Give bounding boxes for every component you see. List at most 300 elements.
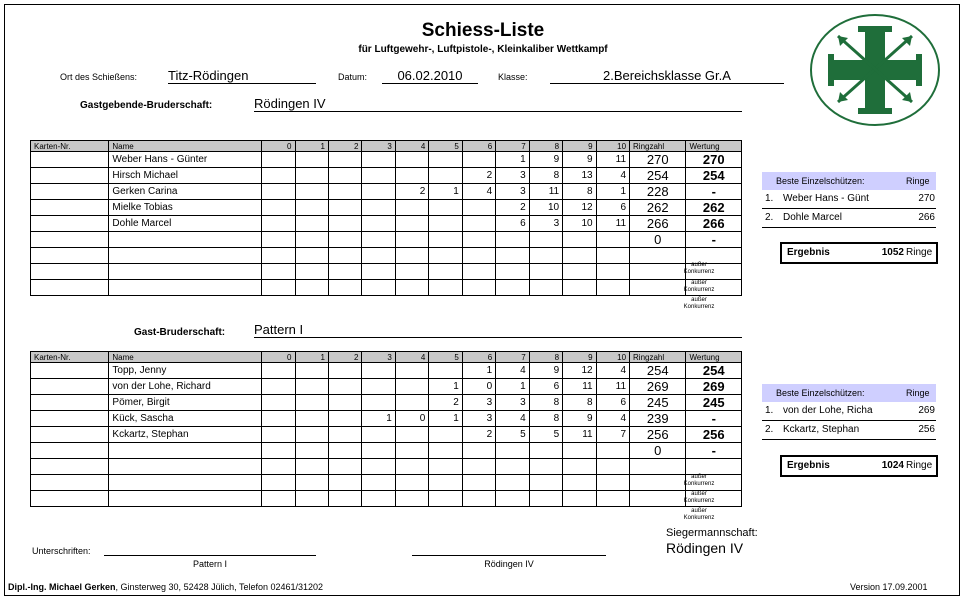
- score-cell-9[interactable]: 9: [563, 152, 596, 168]
- name-cell[interactable]: [109, 232, 262, 248]
- empty-cell[interactable]: [295, 475, 328, 491]
- table-row: [31, 168, 742, 184]
- page-subtitle: für Luftgewehr-, Luftpistole-, Kleinkaliber Wettkampf: [358, 44, 608, 55]
- empty-cell[interactable]: [395, 264, 428, 280]
- empty-cell[interactable]: [686, 459, 742, 475]
- score-cell-5[interactable]: [429, 200, 462, 216]
- score-cell-10[interactable]: 4: [596, 411, 629, 427]
- empty-cell[interactable]: [295, 248, 328, 264]
- score-cell-4[interactable]: [395, 379, 428, 395]
- name-cell[interactable]: Pömer, Birgit: [109, 395, 262, 411]
- score-cell-4[interactable]: [395, 200, 428, 216]
- col-header: 3: [362, 141, 395, 152]
- score-cell-10[interactable]: 4: [596, 168, 629, 184]
- score-cell-7[interactable]: 4: [496, 363, 529, 379]
- col-header: 7: [496, 352, 529, 363]
- empty-cell[interactable]: [31, 475, 109, 491]
- score-cell-5[interactable]: [429, 152, 462, 168]
- score-cell-6[interactable]: 3: [462, 395, 495, 411]
- score-cell-0[interactable]: [262, 232, 295, 248]
- empty-cell[interactable]: [496, 280, 529, 296]
- ausser-konkurrenz-note: außer Konkurrenz: [683, 297, 715, 310]
- table-row: [31, 443, 742, 459]
- empty-cell[interactable]: [596, 459, 629, 475]
- name-cell[interactable]: Kück, Sascha: [109, 411, 262, 427]
- score-cell-2[interactable]: [328, 379, 361, 395]
- score-cell-10[interactable]: [596, 443, 629, 459]
- datum-field[interactable]: 06.02.2010: [382, 68, 478, 84]
- table-row: [31, 216, 742, 232]
- sieger-label: Siegermannschaft:: [666, 527, 758, 539]
- signature-line-host[interactable]: [412, 555, 606, 556]
- score-cell-7[interactable]: [496, 443, 529, 459]
- empty-cell[interactable]: [262, 491, 295, 507]
- empty-cell[interactable]: [295, 491, 328, 507]
- score-cell-7[interactable]: 2: [496, 200, 529, 216]
- score-cell-9[interactable]: 11: [563, 427, 596, 443]
- name-cell[interactable]: Gerken Carina: [109, 184, 262, 200]
- empty-cell[interactable]: [262, 264, 295, 280]
- score-cell-2[interactable]: [328, 395, 361, 411]
- score-cell-2[interactable]: [328, 216, 361, 232]
- score-cell-4[interactable]: [395, 443, 428, 459]
- empty-cell[interactable]: [462, 248, 495, 264]
- score-cell-0[interactable]: [262, 200, 295, 216]
- empty-cell[interactable]: [496, 459, 529, 475]
- empty-cell[interactable]: [496, 491, 529, 507]
- score-cell-1[interactable]: [295, 232, 328, 248]
- score-cell-3[interactable]: [362, 232, 395, 248]
- empty-cell[interactable]: [429, 491, 462, 507]
- empty-cell[interactable]: [295, 459, 328, 475]
- empty-cell[interactable]: [31, 491, 109, 507]
- karten-nr-cell[interactable]: [31, 379, 109, 395]
- score-cell-0[interactable]: [262, 427, 295, 443]
- datum-label: Datum:: [338, 72, 368, 82]
- score-cell-8[interactable]: 3: [529, 216, 562, 232]
- score-cell-8[interactable]: 5: [529, 427, 562, 443]
- empty-cell[interactable]: [429, 248, 462, 264]
- score-cell-10[interactable]: [596, 232, 629, 248]
- empty-cell[interactable]: [262, 459, 295, 475]
- empty-cell[interactable]: [395, 491, 428, 507]
- score-cell-1[interactable]: [295, 168, 328, 184]
- score-cell-0[interactable]: [262, 379, 295, 395]
- karten-nr-cell[interactable]: [31, 200, 109, 216]
- name-cell[interactable]: Weber Hans - Günter: [109, 152, 262, 168]
- wertung-cell: 245: [686, 395, 742, 411]
- score-cell-2[interactable]: [328, 232, 361, 248]
- score-cell-3[interactable]: [362, 427, 395, 443]
- karten-nr-cell[interactable]: [31, 168, 109, 184]
- score-cell-2[interactable]: [328, 427, 361, 443]
- empty-cell[interactable]: [596, 475, 629, 491]
- score-cell-9[interactable]: [563, 232, 596, 248]
- empty-cell[interactable]: [496, 264, 529, 280]
- score-cell-4[interactable]: [395, 168, 428, 184]
- karten-nr-cell[interactable]: [31, 152, 109, 168]
- empty-cell[interactable]: [429, 475, 462, 491]
- empty-row: [31, 491, 742, 507]
- col-header: 6: [462, 352, 495, 363]
- empty-cell[interactable]: [262, 280, 295, 296]
- score-cell-6[interactable]: 3: [462, 411, 495, 427]
- score-cell-2[interactable]: [328, 443, 361, 459]
- best-header: Beste Einzelschützen: Ringe: [762, 172, 936, 190]
- score-cell-9[interactable]: 9: [563, 411, 596, 427]
- score-cell-7[interactable]: 3: [496, 395, 529, 411]
- score-cell-0[interactable]: [262, 363, 295, 379]
- ringzahl-cell: 254: [630, 168, 686, 184]
- empty-cell[interactable]: [295, 280, 328, 296]
- empty-cell[interactable]: [496, 475, 529, 491]
- karten-nr-cell[interactable]: [31, 184, 109, 200]
- empty-cell[interactable]: [529, 264, 562, 280]
- score-cell-9[interactable]: 13: [563, 168, 596, 184]
- score-cell-3[interactable]: [362, 395, 395, 411]
- empty-cell[interactable]: [563, 491, 596, 507]
- empty-cell[interactable]: [563, 459, 596, 475]
- col-header: Ringzahl: [630, 141, 686, 152]
- score-cell-8[interactable]: 9: [529, 152, 562, 168]
- empty-cell[interactable]: [395, 280, 428, 296]
- empty-cell[interactable]: [596, 264, 629, 280]
- wertung-cell: -: [686, 443, 742, 459]
- score-cell-7[interactable]: 6: [496, 216, 529, 232]
- score-cell-5[interactable]: [429, 443, 462, 459]
- score-cell-9[interactable]: 12: [563, 363, 596, 379]
- empty-cell[interactable]: [596, 491, 629, 507]
- table-row: [31, 200, 742, 216]
- name-cell[interactable]: Kckartz, Stephan: [109, 427, 262, 443]
- empty-row: [31, 459, 742, 475]
- col-header: 10: [596, 352, 629, 363]
- score-cell-8[interactable]: 9: [529, 363, 562, 379]
- score-cell-5[interactable]: 1: [429, 379, 462, 395]
- empty-cell[interactable]: [563, 280, 596, 296]
- score-cell-10[interactable]: 1: [596, 184, 629, 200]
- score-cell-4[interactable]: [395, 216, 428, 232]
- score-cell-9[interactable]: 11: [563, 379, 596, 395]
- score-cell-1[interactable]: [295, 411, 328, 427]
- empty-cell[interactable]: [328, 491, 361, 507]
- signature-caption-host: Rödingen IV: [484, 559, 534, 569]
- col-header: 7: [496, 141, 529, 152]
- empty-cell[interactable]: [328, 475, 361, 491]
- empty-cell[interactable]: [596, 280, 629, 296]
- score-cell-5[interactable]: 2: [429, 395, 462, 411]
- empty-cell[interactable]: [262, 248, 295, 264]
- ringzahl-cell: 269: [630, 379, 686, 395]
- empty-row: [31, 475, 742, 491]
- col-header: 5: [429, 141, 462, 152]
- empty-cell[interactable]: [529, 475, 562, 491]
- score-cell-2[interactable]: [328, 152, 361, 168]
- klasse-field[interactable]: 2.Bereichsklasse Gr.A: [550, 68, 784, 84]
- best-header: Beste Einzelschützen: Ringe: [762, 384, 936, 402]
- score-cell-10[interactable]: 4: [596, 363, 629, 379]
- score-cell-8[interactable]: [529, 232, 562, 248]
- empty-cell[interactable]: [462, 264, 495, 280]
- score-cell-4[interactable]: 0: [395, 411, 428, 427]
- score-cell-6[interactable]: 4: [462, 184, 495, 200]
- ringzahl-cell: 228: [630, 184, 686, 200]
- empty-cell[interactable]: [596, 248, 629, 264]
- karten-nr-cell[interactable]: [31, 411, 109, 427]
- host-club-field[interactable]: Rödingen IV: [254, 96, 742, 112]
- score-cell-9[interactable]: 8: [563, 184, 596, 200]
- score-cell-0[interactable]: [262, 411, 295, 427]
- score-cell-5[interactable]: [429, 427, 462, 443]
- score-cell-6[interactable]: [462, 200, 495, 216]
- score-cell-10[interactable]: 11: [596, 216, 629, 232]
- karten-nr-cell[interactable]: [31, 443, 109, 459]
- empty-cell[interactable]: [362, 264, 395, 280]
- score-cell-0[interactable]: [262, 184, 295, 200]
- col-header: 1: [295, 141, 328, 152]
- score-cell-10[interactable]: 11: [596, 379, 629, 395]
- empty-cell[interactable]: [630, 459, 686, 475]
- score-cell-2[interactable]: [328, 200, 361, 216]
- score-cell-5[interactable]: [429, 363, 462, 379]
- ringzahl-cell: 0: [630, 232, 686, 248]
- ringzahl-cell: 245: [630, 395, 686, 411]
- empty-row: [31, 280, 742, 296]
- score-cell-8[interactable]: 6: [529, 379, 562, 395]
- empty-cell[interactable]: [31, 459, 109, 475]
- score-cell-4[interactable]: 2: [395, 184, 428, 200]
- empty-cell[interactable]: [563, 475, 596, 491]
- empty-cell[interactable]: [563, 264, 596, 280]
- empty-cell[interactable]: [328, 248, 361, 264]
- score-cell-8[interactable]: 8: [529, 168, 562, 184]
- score-cell-8[interactable]: 10: [529, 200, 562, 216]
- score-cell-3[interactable]: [362, 216, 395, 232]
- empty-cell[interactable]: [31, 248, 109, 264]
- table-row: [31, 363, 742, 379]
- score-cell-1[interactable]: [295, 363, 328, 379]
- col-header: 4: [395, 352, 428, 363]
- empty-cell[interactable]: [529, 280, 562, 296]
- score-cell-2[interactable]: [328, 184, 361, 200]
- score-cell-7[interactable]: [496, 232, 529, 248]
- empty-cell[interactable]: [328, 280, 361, 296]
- score-cell-3[interactable]: [362, 363, 395, 379]
- score-cell-7[interactable]: 3: [496, 168, 529, 184]
- guest-club-field[interactable]: Pattern I: [254, 322, 742, 338]
- col-header: 8: [529, 141, 562, 152]
- score-cell-3[interactable]: [362, 379, 395, 395]
- host-rows: [31, 152, 742, 248]
- score-cell-0[interactable]: [262, 443, 295, 459]
- score-cell-3[interactable]: [362, 443, 395, 459]
- score-cell-10[interactable]: 6: [596, 200, 629, 216]
- score-cell-0[interactable]: [262, 395, 295, 411]
- score-cell-2[interactable]: [328, 168, 361, 184]
- score-cell-0[interactable]: [262, 152, 295, 168]
- score-cell-5[interactable]: [429, 216, 462, 232]
- score-cell-1[interactable]: [295, 200, 328, 216]
- score-cell-3[interactable]: [362, 200, 395, 216]
- page-title: Schiess-Liste: [421, 20, 545, 41]
- name-cell[interactable]: von der Lohe, Richard: [109, 379, 262, 395]
- empty-cell[interactable]: [362, 280, 395, 296]
- empty-cell[interactable]: [362, 475, 395, 491]
- score-cell-6[interactable]: [462, 443, 495, 459]
- score-cell-7[interactable]: 1: [496, 152, 529, 168]
- host-extra-rows: [31, 248, 742, 296]
- score-cell-4[interactable]: [395, 363, 428, 379]
- name-cell[interactable]: Topp, Jenny: [109, 363, 262, 379]
- empty-cell[interactable]: [362, 248, 395, 264]
- score-cell-3[interactable]: [362, 168, 395, 184]
- col-header: 9: [563, 352, 596, 363]
- score-cell-4[interactable]: [395, 232, 428, 248]
- score-cell-9[interactable]: [563, 443, 596, 459]
- col-header: Karten-Nr.: [31, 352, 109, 363]
- score-cell-1[interactable]: [295, 216, 328, 232]
- score-cell-0[interactable]: [262, 168, 295, 184]
- host-score-table: [30, 140, 742, 296]
- empty-cell[interactable]: [563, 248, 596, 264]
- empty-cell[interactable]: [429, 264, 462, 280]
- empty-cell[interactable]: [109, 280, 262, 296]
- score-cell-7[interactable]: 5: [496, 427, 529, 443]
- empty-cell[interactable]: [529, 491, 562, 507]
- score-cell-10[interactable]: 11: [596, 152, 629, 168]
- score-cell-0[interactable]: [262, 216, 295, 232]
- score-cell-4[interactable]: [395, 152, 428, 168]
- score-cell-5[interactable]: [429, 168, 462, 184]
- best-row: 1. von der Lohe, Richa 269: [762, 402, 936, 421]
- score-cell-5[interactable]: [429, 232, 462, 248]
- score-cell-6[interactable]: [462, 216, 495, 232]
- table-row: [31, 152, 742, 168]
- empty-cell[interactable]: [109, 475, 262, 491]
- col-header: 3: [362, 352, 395, 363]
- unterschriften-label: Unterschriften:: [32, 546, 91, 556]
- empty-cell[interactable]: [496, 248, 529, 264]
- empty-cell[interactable]: [362, 491, 395, 507]
- ringzahl-cell: 262: [630, 200, 686, 216]
- score-cell-5[interactable]: 1: [429, 411, 462, 427]
- karten-nr-cell[interactable]: [31, 232, 109, 248]
- empty-cell[interactable]: [462, 459, 495, 475]
- score-cell-4[interactable]: [395, 427, 428, 443]
- score-cell-1[interactable]: [295, 184, 328, 200]
- score-cell-6[interactable]: 1: [462, 363, 495, 379]
- empty-cell[interactable]: [462, 491, 495, 507]
- empty-cell[interactable]: [529, 248, 562, 264]
- empty-cell[interactable]: [109, 264, 262, 280]
- ringzahl-cell: 239: [630, 411, 686, 427]
- score-cell-9[interactable]: 8: [563, 395, 596, 411]
- score-cell-1[interactable]: [295, 427, 328, 443]
- empty-cell[interactable]: [109, 459, 262, 475]
- empty-cell[interactable]: [328, 264, 361, 280]
- signature-line-guest[interactable]: [104, 555, 316, 556]
- score-cell-7[interactable]: 3: [496, 184, 529, 200]
- empty-cell[interactable]: [529, 459, 562, 475]
- wertung-cell: 262: [686, 200, 742, 216]
- score-cell-8[interactable]: 8: [529, 395, 562, 411]
- score-cell-8[interactable]: 11: [529, 184, 562, 200]
- karten-nr-cell[interactable]: [31, 427, 109, 443]
- empty-cell[interactable]: [429, 280, 462, 296]
- score-cell-6[interactable]: 2: [462, 427, 495, 443]
- score-cell-6[interactable]: 0: [462, 379, 495, 395]
- col-header: 2: [328, 352, 361, 363]
- empty-cell[interactable]: [31, 264, 109, 280]
- empty-cell[interactable]: [395, 475, 428, 491]
- ort-field[interactable]: Titz-Rödingen: [168, 68, 316, 84]
- table-row: [31, 427, 742, 443]
- empty-cell[interactable]: [262, 475, 295, 491]
- score-cell-4[interactable]: [395, 395, 428, 411]
- empty-cell[interactable]: [295, 264, 328, 280]
- score-cell-8[interactable]: [529, 443, 562, 459]
- score-cell-2[interactable]: [328, 411, 361, 427]
- empty-cell[interactable]: [109, 248, 262, 264]
- karten-nr-cell[interactable]: [31, 395, 109, 411]
- score-cell-1[interactable]: [295, 152, 328, 168]
- score-cell-2[interactable]: [328, 363, 361, 379]
- empty-cell[interactable]: [362, 459, 395, 475]
- score-cell-6[interactable]: [462, 152, 495, 168]
- col-header: 0: [262, 352, 295, 363]
- score-cell-9[interactable]: 12: [563, 200, 596, 216]
- name-cell[interactable]: [109, 443, 262, 459]
- score-cell-1[interactable]: [295, 443, 328, 459]
- score-cell-1[interactable]: [295, 379, 328, 395]
- ausser-konkurrenz-note: außer Konkurrenz: [683, 508, 715, 521]
- score-cell-3[interactable]: [362, 184, 395, 200]
- score-cell-7[interactable]: 4: [496, 411, 529, 427]
- empty-cell[interactable]: [31, 280, 109, 296]
- empty-cell[interactable]: [462, 280, 495, 296]
- name-cell[interactable]: Dohle Marcel: [109, 216, 262, 232]
- wertung-cell: -: [686, 184, 742, 200]
- empty-cell[interactable]: [395, 248, 428, 264]
- score-cell-10[interactable]: 6: [596, 395, 629, 411]
- score-cell-6[interactable]: [462, 232, 495, 248]
- empty-cell[interactable]: [429, 459, 462, 475]
- name-cell[interactable]: Hirsch Michael: [109, 168, 262, 184]
- name-cell[interactable]: Mielke Tobias: [109, 200, 262, 216]
- empty-cell[interactable]: [462, 475, 495, 491]
- table-header-row: [31, 141, 742, 152]
- score-cell-10[interactable]: 7: [596, 427, 629, 443]
- score-cell-3[interactable]: [362, 152, 395, 168]
- col-header: Karten-Nr.: [31, 141, 109, 152]
- score-cell-5[interactable]: 1: [429, 184, 462, 200]
- karten-nr-cell[interactable]: [31, 363, 109, 379]
- empty-cell[interactable]: [109, 491, 262, 507]
- score-cell-3[interactable]: 1: [362, 411, 395, 427]
- host-best-shooters: [762, 172, 936, 228]
- empty-cell[interactable]: [328, 459, 361, 475]
- col-header: 8: [529, 352, 562, 363]
- score-cell-7[interactable]: 1: [496, 379, 529, 395]
- score-cell-6[interactable]: 2: [462, 168, 495, 184]
- guest-rows: [31, 363, 742, 459]
- score-cell-9[interactable]: 10: [563, 216, 596, 232]
- sieger-value: Rödingen IV: [666, 540, 744, 556]
- score-cell-1[interactable]: [295, 395, 328, 411]
- score-cell-8[interactable]: 8: [529, 411, 562, 427]
- empty-cell[interactable]: [395, 459, 428, 475]
- karten-nr-cell[interactable]: [31, 216, 109, 232]
